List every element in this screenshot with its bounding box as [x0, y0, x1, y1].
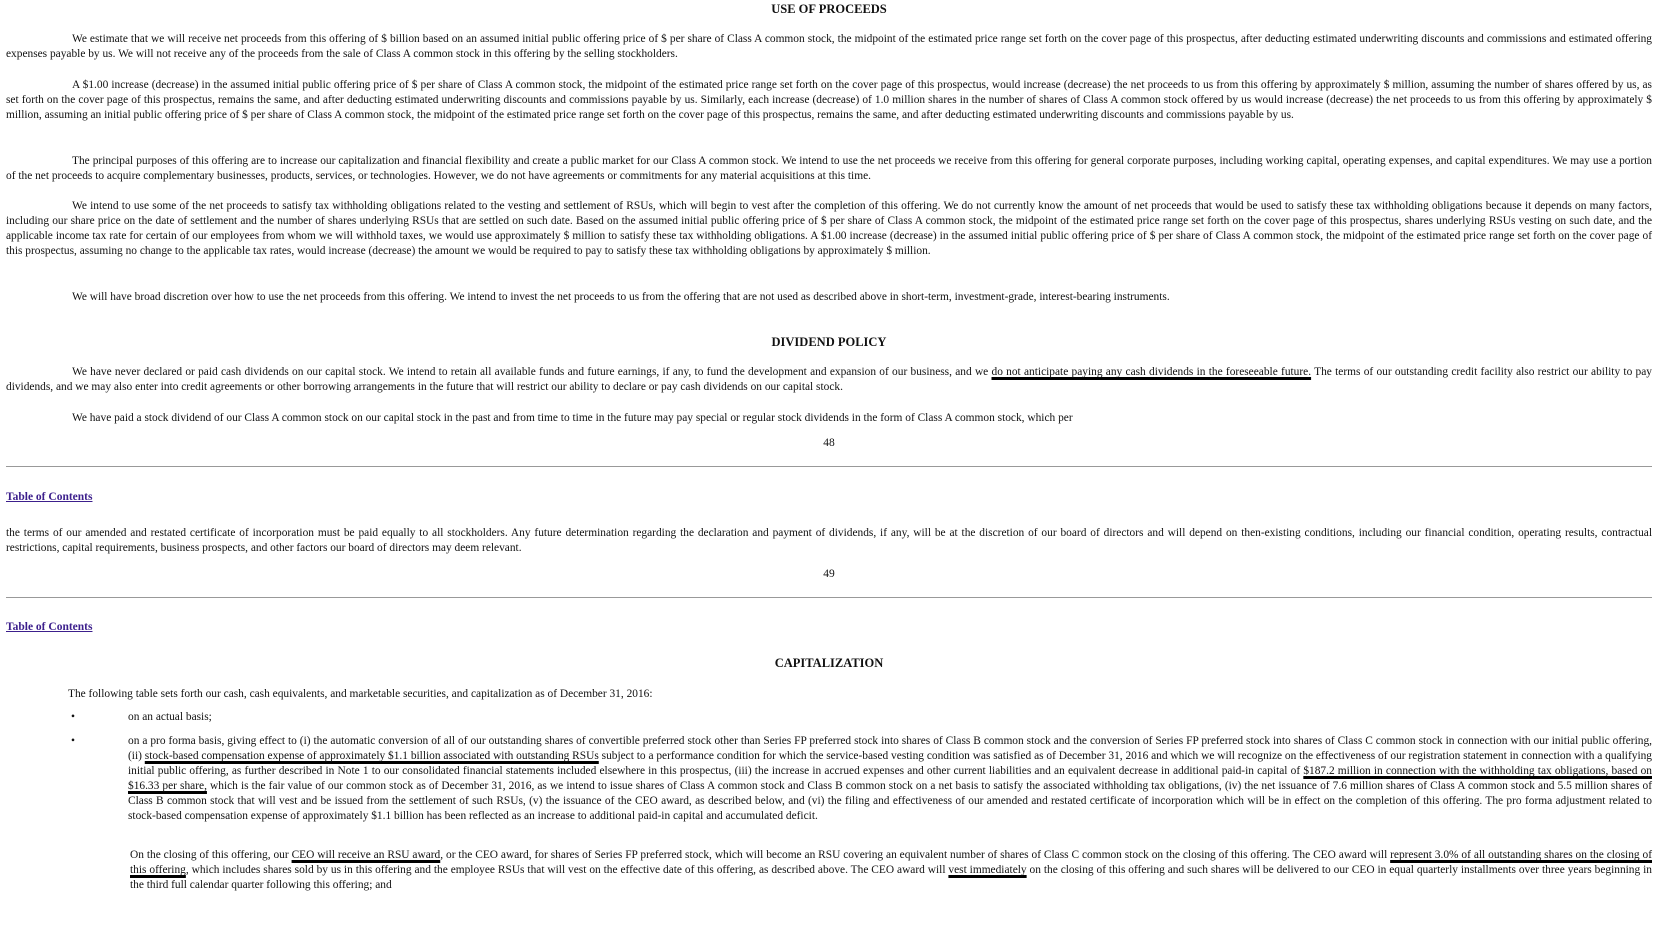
- page-number-49: 49: [823, 568, 835, 580]
- ceo-award-paragraph: On the closing of this offering, our CEO will receive an RSU award, or the CEO award, for shares of Series FP preferred stock, which will become an RSU covering an equivalent number of shares of Class C common stock on the closing of this offering. The CEO award will represent 3.0% of all outstanding shares on the closing of this offering, which includes shares sold by us in this offering and the employee RSUs that will vest on the effective date of this offering, as described above. The CEO award will vest immediately on the closing of this offering and such shares will be delivered to our CEO in equal quarterly installments over three years beginning in the third full calendar quarter following this offering; and: [130, 849, 1652, 891]
- dividend-continuation-paragraph: the terms of our amended and restated certificate of incorporation must be paid equally to all stockholders. Any future determination regarding the declaration and payment of dividends, if any, will be at the discretion of our board of directors and will depend on then-existing conditions, including our financial condition, operating results, contractual restrictions, capital requirements, business prospects, and other factors our board of directors may deem relevant.: [6, 527, 1652, 554]
- bullet-item-actual: • on an actual basis;: [71, 711, 212, 723]
- dividend-policy-paragraph-1: We have never declared or paid cash dividends on our capital stock. We intend to retain all available funds and future earnings, if any, to fund the development and expansion of our business, and we do not anticipate paying any cash dividends in the foreseeable future. The terms of our outstanding credit facility also restrict our ability to pay dividends, and we may also enter into credit agreements or other borrowing arrangements in the future that will restrict our ability to declare or pay cash dividends on our capital stock.: [6, 366, 1652, 393]
- highlighted-text: CEO will receive an RSU award: [291, 849, 441, 861]
- capitalization-intro: The following table sets forth our cash, cash equivalents, and marketable securities, and capitalization as of December 31, 2016:: [68, 688, 653, 700]
- table-of-contents-link[interactable]: Table of Contents: [6, 621, 93, 633]
- page-divider: [6, 597, 1652, 598]
- use-of-proceeds-paragraph-4: We intend to use some of the net proceeds to satisfy tax withholding obligations related to the vesting and settlement of RSUs, which will begin to vest after the completion of this offering. We do not currently know the amount of net proceeds that would be used to satisfy these tax withholding obligations because it depends on many factors, including our share price on the date of settlement and the number of shares underlying RSUs that are settled on such date. Based on the assumed initial public offering price of $ per share of Class A common stock, the midpoint of the estimated price range set forth on the cover page of this prospectus, shares underlying RSUs vesting on such date, and the applicable income tax rate for certain of our employees from whom we will withhold taxes, we would use approximately $ million to satisfy these tax withholding obligations. A $1.00 increase (decrease) in the assumed initial public offering price of $ per share of Class A common stock, the midpoint of the estimated price range set forth on the cover page of this prospectus, assuming no change to the applicable tax rates, would increase (decrease) the amount we would be required to pay to satisfy these tax withholding obligations by approximately $ million.: [6, 200, 1652, 257]
- highlighted-text: do not anticipate paying any cash dividends in the foreseeable future.: [991, 366, 1312, 378]
- capitalization-heading: CAPITALIZATION: [774, 656, 884, 670]
- highlighted-text: $187.2 million in connection with the withholding tax obligations, based on $16.33 per share,: [128, 765, 1652, 792]
- page-divider: [6, 466, 1652, 467]
- table-of-contents-link[interactable]: Table of Contents: [6, 491, 93, 503]
- use-of-proceeds-paragraph-2: A $1.00 increase (decrease) in the assumed initial public offering price of $ per share of Class A common stock, the midpoint of the estimated price range set forth on the cover page of this prospectus, would increase (decrease) the net proceeds to us from this offering by approximately $ million, assuming the number of shares offered by us, as set forth on the cover page of this prospectus, remains the same, and after deducting estimated underwriting discounts and commissions payable by us. Similarly, each increase (decrease) of 1.0 million shares in the number of shares of Class A common stock offered by us would increase (decrease) the net proceeds to us from this offering by approximately $ million, assuming an initial public offering price of $ per share of Class A common stock, the midpoint of the estimated price range set forth on the cover page of this prospectus, remains the same, and after deducting estimated underwriting discounts and commissions payable by us.: [6, 79, 1652, 121]
- highlighted-text: represent 3.0% of all outstanding shares on the closing of this offering: [130, 849, 1652, 876]
- bullet-icon: •: [71, 711, 75, 723]
- dividend-policy-paragraph-2: We have paid a stock dividend of our Class A common stock on our capital stock in the past and from time to time in the future may pay special or regular stock dividends in the form of Class A common stock, which per: [72, 412, 1073, 424]
- dividend-policy-heading: DIVIDEND POLICY: [771, 335, 887, 349]
- use-of-proceeds-paragraph-5: We will have broad discretion over how to use the net proceeds from this offering. We intend to invest the net proceeds to us from the offering that are not used as described above in short-term, investment-grade, interest-bearing instruments.: [72, 291, 1170, 303]
- bullet-icon: •: [71, 735, 75, 747]
- use-of-proceeds-paragraph-3: The principal purposes of this offering are to increase our capitalization and financial flexibility and create a public market for our Class A common stock. We intend to use the net proceeds we receive from this offering for general corporate purposes, including working capital, operating expenses, and capital expenditures. We may use a portion of the net proceeds to acquire complementary businesses, products, services, or technologies. However, we do not have agreements or commitments for any material acquisitions at this time.: [6, 155, 1652, 182]
- use-of-proceeds-heading: USE OF PROCEEDS: [771, 2, 887, 16]
- use-of-proceeds-paragraph-1: We estimate that we will receive net proceeds from this offering of $ billion based on an assumed initial public offering price of $ per share of Class A common stock, the midpoint of the estimated price range set forth on the cover page of this prospectus, after deducting estimated underwriting discounts and commissions and estimated offering expenses payable by us. We will not receive any of the proceeds from the sale of Class A common stock in this offering by the selling stockholders.: [6, 33, 1652, 60]
- highlighted-text: vest immediately: [948, 864, 1027, 876]
- document-page: USE OF PROCEEDS We estimate that we will receive net proceeds from this offering of $ billion based on an assumed initial public offering price of $ per share of Class A common stock, the midpoint of the estimated price range set forth on the cover page of this prospectus, after deducting estimated underwriting discounts and commissions and estimated offering expenses payable by us. We will not receive any of the proceeds from the sale of Class A common stock in this offering by the selling stockholders. A $1.00 increase (decrease) in the assumed initial public offering price of $ per share of Class A common stock, the midpoint of the estimated price range set forth on the cover page of this prospectus, would increase (decrease) the net proceeds to us from this offering by approximately $ million, assuming the number of shares offered by us, as set forth on the cover page of this prospectus, remains the same, and after deducting estimated underwriting discounts and commissions payable by us. Similarly, each increase (decrease) of 1.0 million shares in the number of shares of Class A common stock offered by us would increase (decrease) the net proceeds to us from this offering by approximately $ million, assuming an initial public offering price of $ per share of Class A common stock, the midpoint of the estimated price range set forth on the cover page of this prospectus, remains the same, and after deducting estimated underwriting discounts and commissions payable by us. The principal purposes of this offering are to increase our capitalization and financial flexibility and create a public market for our Class A common stock. We intend to use the net proceeds we receive from this offering for general corporate purposes, including working capital, operating expenses, and capital expenditures. We may use a portion of the net proceeds to acquire complementary businesses, products, services, or technologies. However, we do not have agreements or commitments for any material acquisitions at this time. We intend to use some of the net proceeds to satisfy tax withholding obligations related to the vesting and settlement of RSUs, which will begin to vest after the completion of this offering. We do not currently know the amount of net proceeds that would be used to satisfy these tax withholding obligations because it depends on many factors, including our share price on the date of settlement and the number of shares underlying RSUs that are settled on such date. Based on the assumed initial public offering price of $ per share of Class A common stock, the midpoint of the estimated price range set forth on the cover page of this prospectus, shares underlying RSUs vesting on such date, and the applicable income tax rate for certain of our employees from whom we will withhold taxes, we would use approximately $ million to satisfy these tax withholding obligations. A $1.00 increase (decrease) in the assumed initial public offering price of $ per share of Class A common stock, the midpoint of the estimated price range set forth on the cover page of this prospectus, assuming no change to the applicable tax rates, would increase (decrease) the amount we would be required to pay to satisfy these tax withholding obligations by approximately $ million. We will have broad discretion over how to use the net proceeds from this offering. We intend to invest the net proceeds to us from the offering that are not used as described above in short-term, investment-grade, interest-bearing instruments. DIVIDEND POLICY We have never declared or paid cash dividends on our capital stock. We intend to retain all available funds and future earnings, if any, to fund the development and expansion of our business, and we do not anticipate paying any cash dividends in the foreseeable future. The terms of our outstanding credit facility also restrict our ability to pay dividends, and we may also enter into credit agreements or other borrowing arrangements in the future that will restrict our ability to declare or pay cash dividends on our capital stock. We have paid a stock dividend of our Class A common stock on our capital stock in the past and from time to time in the future may pay special or regular stock dividends in the form of Class A common stock, which per 48 Table of Contents the terms of our amended and restated certificate of incorporation must be paid equally to all stockholders. Any future determination regarding the declaration and payment of dividends, if any, will be at the discretion of our board of directors and will depend on then-existing conditions, including our financial condition, operating results, contractual restrictions, capital requirements, business prospects, and other factors our board of directors may deem relevant. 49 Table of Contents CAPITALIZATION The following table sets forth our cash, cash equivalents, and marketable securities, and capitalization as of December 31, 2016: • on an actual basis; • on a pro forma basis, giving effect to (i) the automatic conversion of all of our outstanding shares of convertible preferred stock other than Series FP preferred stock into shares of Class B common stock and the conversion of Series FP preferred stock into shares of Class C common stock in connection with our initial public offering, (ii) stock-based compensation expense of approximately $1.1 billion associated with outstanding RSUs subject to a performance condition for which the service-based vesting condition was satisfied as of December 31, 2016 and which we will recognize on the effectiveness of our registration statement in connection with a qualifying initial public offering, as further described in Note 1 to our consolidated financial statements included elsewhere in this prospectus, (iii) the increase in accrued expenses and other current liabilities and an equivalent decrease in additional paid-in capital of $187.2 million in connection with the withholding tax obligations, based on $16.33 per share, which is the fair value of our common stock as of December 31, 2016, as we intend to issue shares of Class A common stock and Class B common stock on a net basis to satisfy the associated withholding tax obligations, (iv) the net issuance of 7.6 million shares of Class A common stock and 5.5 million shares of Class B common stock that will vest and be issued from the settlement of such RSUs, (v) the issuance of the CEO award, as described below, and (vi) the filing and effectiveness of our amended and restated certificate of incorporation which will be in effect on the completion of this offering. The pro forma adjustment related to stock-based compensation expense of approximately $1.1 billion has been reflected as an increase to additional paid-in capital and accumulated deficit. On the closing of this offering, our CEO will receive an RSU award, or the CEO award, for shares of Series FP preferred stock, which will become an RSU covering an equivalent number of shares of Class C common stock on the closing of this offering. The CEO award will represent 3.0% of all outstanding shares on the closing of this offering, which includes shares sold by us in this offering and the employee RSUs that will vest on the effective date of this offering, as described above. The CEO award will vest immediately on the closing of this offering and such shares will be delivered to our CEO in equal quarterly installments over three years beginning in the third full calendar quarter following this offering; and: [0, 0, 1658, 950]
- page-number-48: 48: [823, 437, 835, 449]
- highlighted-text: stock-based compensation expense of approximately $1.1 billion associated with outstanding RSUs: [144, 750, 599, 762]
